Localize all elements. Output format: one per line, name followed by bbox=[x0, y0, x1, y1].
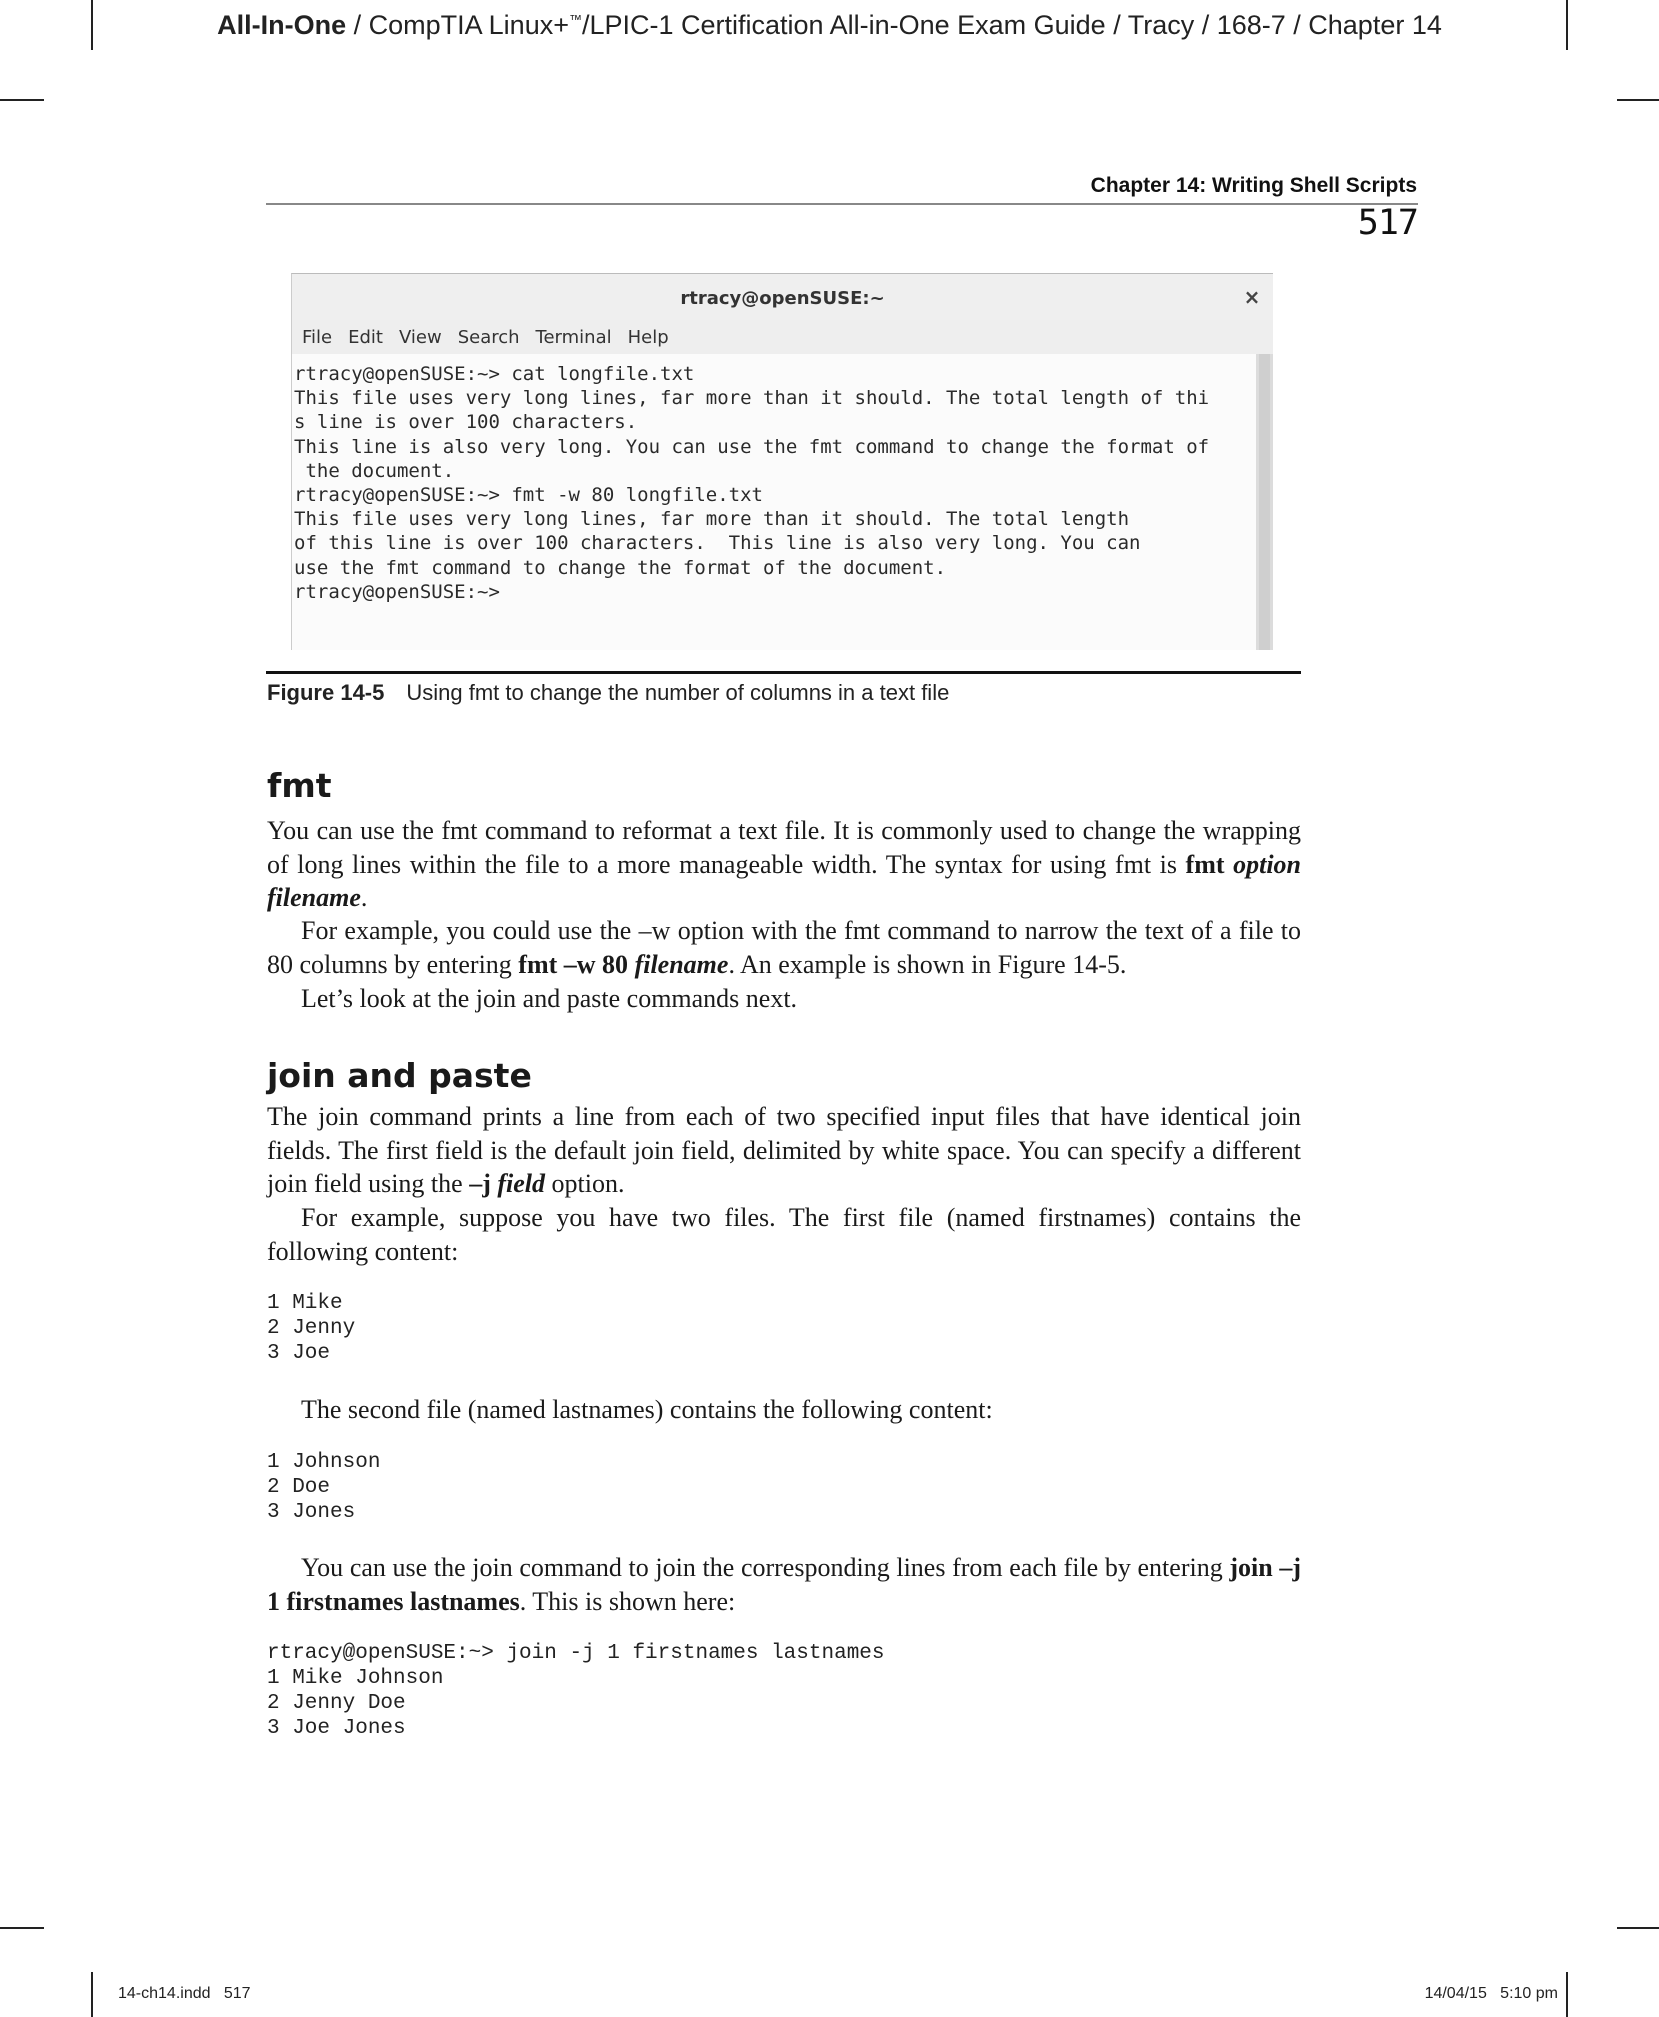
scrollbar-thumb[interactable] bbox=[1259, 354, 1270, 650]
terminal-title: rtracy@openSUSE:~ bbox=[680, 288, 885, 309]
paragraph-text: option. bbox=[545, 1169, 625, 1198]
running-head-title-a: / CompTIA Linux+ bbox=[346, 10, 569, 40]
terminal-line: rtracy@openSUSE:~> fmt -w 80 longfile.txt bbox=[294, 484, 763, 507]
crop-mark-bottom-left bbox=[91, 1972, 93, 2017]
menu-item-file[interactable]: File bbox=[302, 326, 333, 348]
paragraph-text: The join command prints a line from each of two specified input files that have identical join fields. The first field is the default join field, delimited by white space. You can specify a different join field using the bbox=[267, 1102, 1301, 1198]
terminal-window bbox=[291, 273, 1273, 650]
paragraph-text: You can use the fmt command to reformat a text file. It is commonly used to change the wrapping of long lines within the file to a more manageable width. The syntax for using fmt is bbox=[267, 816, 1301, 879]
paragraph-text: . This is shown here: bbox=[519, 1586, 736, 1616]
terminal-line: rtracy@openSUSE:~> bbox=[294, 580, 500, 603]
crop-mark-left-upper bbox=[0, 99, 44, 101]
crop-mark-bottom-right bbox=[1566, 1972, 1568, 2017]
paragraph bbox=[267, 1100, 1301, 1201]
header-rule bbox=[266, 203, 1418, 205]
terminal-line: of this line is over 100 characters. This line is also very long. You can bbox=[294, 532, 1141, 555]
paragraph bbox=[267, 914, 1301, 981]
inline-argument: option filename bbox=[267, 849, 1302, 912]
crop-mark-left-lower bbox=[0, 1927, 44, 1929]
page-number: 517 bbox=[1357, 203, 1418, 243]
terminal-scrollbar[interactable] bbox=[1256, 354, 1273, 650]
paragraph-text: . bbox=[360, 883, 368, 912]
inline-argument: filename bbox=[634, 949, 729, 979]
slug-file-info: 14-ch14.indd 517 bbox=[118, 1985, 251, 2002]
figure-caption bbox=[267, 680, 1302, 706]
code-block-join-output: rtracy@openSUSE:~> join -j 1 firstnames lastnames 1 Mike Johnson 2 Jenny Doe 3 Joe Jones bbox=[267, 1642, 885, 1740]
terminal-line: This file uses very long lines, far more than it should. The total length bbox=[294, 508, 1130, 531]
trademark-symbol: ™ bbox=[568, 12, 582, 27]
close-icon[interactable]: × bbox=[1243, 285, 1261, 309]
menu-item-terminal[interactable]: Terminal bbox=[535, 326, 612, 348]
inline-command: –j bbox=[469, 1169, 498, 1198]
inline-command: fmt –w 80 bbox=[518, 949, 635, 979]
terminal-line: use the fmt command to change the format of the document. bbox=[294, 556, 947, 579]
inline-command: join –j 1 firstnames lastnames bbox=[267, 1553, 1302, 1616]
terminal-line: the document. bbox=[294, 459, 455, 482]
terminal-line: This file uses very long lines, far more than it should. The total length of thi bbox=[294, 387, 1210, 410]
menu-item-search[interactable]: Search bbox=[457, 326, 520, 348]
figure-label: Figure 14-5 bbox=[267, 680, 385, 705]
terminal-titlebar bbox=[292, 274, 1273, 320]
paragraph bbox=[267, 1551, 1301, 1618]
terminal-line: s line is over 100 characters. bbox=[294, 411, 638, 434]
running-head-series: All-In-One bbox=[217, 10, 347, 40]
code-block-lastnames: 1 Johnson 2 Doe 3 Jones bbox=[267, 1451, 381, 1524]
running-head-title-b: /LPIC-1 Certification All-in-One Exam Guide / Tracy / 168-7 / Chapter 14 bbox=[581, 10, 1442, 40]
menu-item-view[interactable]: View bbox=[398, 326, 442, 348]
figure-caption-text: Using fmt to change the number of columns in a text file bbox=[406, 680, 950, 705]
slug-timestamp: 14/04/15 5:10 pm bbox=[1424, 1985, 1558, 2002]
paragraph-text: For example, you could use the –w option with the fmt command to narrow the text of a file to 80 columns by entering bbox=[267, 916, 1301, 979]
paragraph-text: You can use the join command to join the corresponding lines from each file by entering bbox=[301, 1553, 1230, 1582]
paragraph bbox=[267, 814, 1301, 915]
terminal-output[interactable] bbox=[294, 362, 1254, 648]
section-heading-join-paste: join and paste bbox=[267, 1056, 532, 1095]
paragraph: For example, suppose you have two files. The first file (named firstnames) contains the following content: bbox=[267, 1203, 1301, 1266]
code-block-firstnames: 1 Mike 2 Jenny 3 Joe bbox=[267, 1292, 356, 1365]
menu-item-help[interactable]: Help bbox=[627, 326, 669, 348]
running-head bbox=[0, 10, 1659, 41]
section-heading-fmt: fmt bbox=[267, 766, 332, 805]
paragraph-text: . An example is shown in Figure 14-5. bbox=[728, 949, 1127, 979]
inline-command: fmt bbox=[1185, 849, 1225, 879]
terminal-menubar bbox=[292, 320, 1273, 354]
crop-mark-right-lower bbox=[1617, 1927, 1659, 1929]
chapter-head: Chapter 14: Writing Shell Scripts bbox=[1090, 174, 1417, 197]
paragraph: Let’s look at the join and paste commands next. bbox=[301, 984, 798, 1013]
crop-mark-right-upper bbox=[1617, 99, 1659, 101]
terminal-line: This line is also very long. You can use the fmt command to change the format of bbox=[294, 435, 1210, 458]
paragraph: The second file (named lastnames) contains the following content: bbox=[301, 1395, 993, 1424]
menu-item-edit[interactable]: Edit bbox=[348, 326, 383, 348]
caption-rule bbox=[266, 671, 1301, 674]
terminal-line: rtracy@openSUSE:~> cat longfile.txt bbox=[294, 363, 695, 385]
inline-argument: field bbox=[497, 1169, 546, 1198]
